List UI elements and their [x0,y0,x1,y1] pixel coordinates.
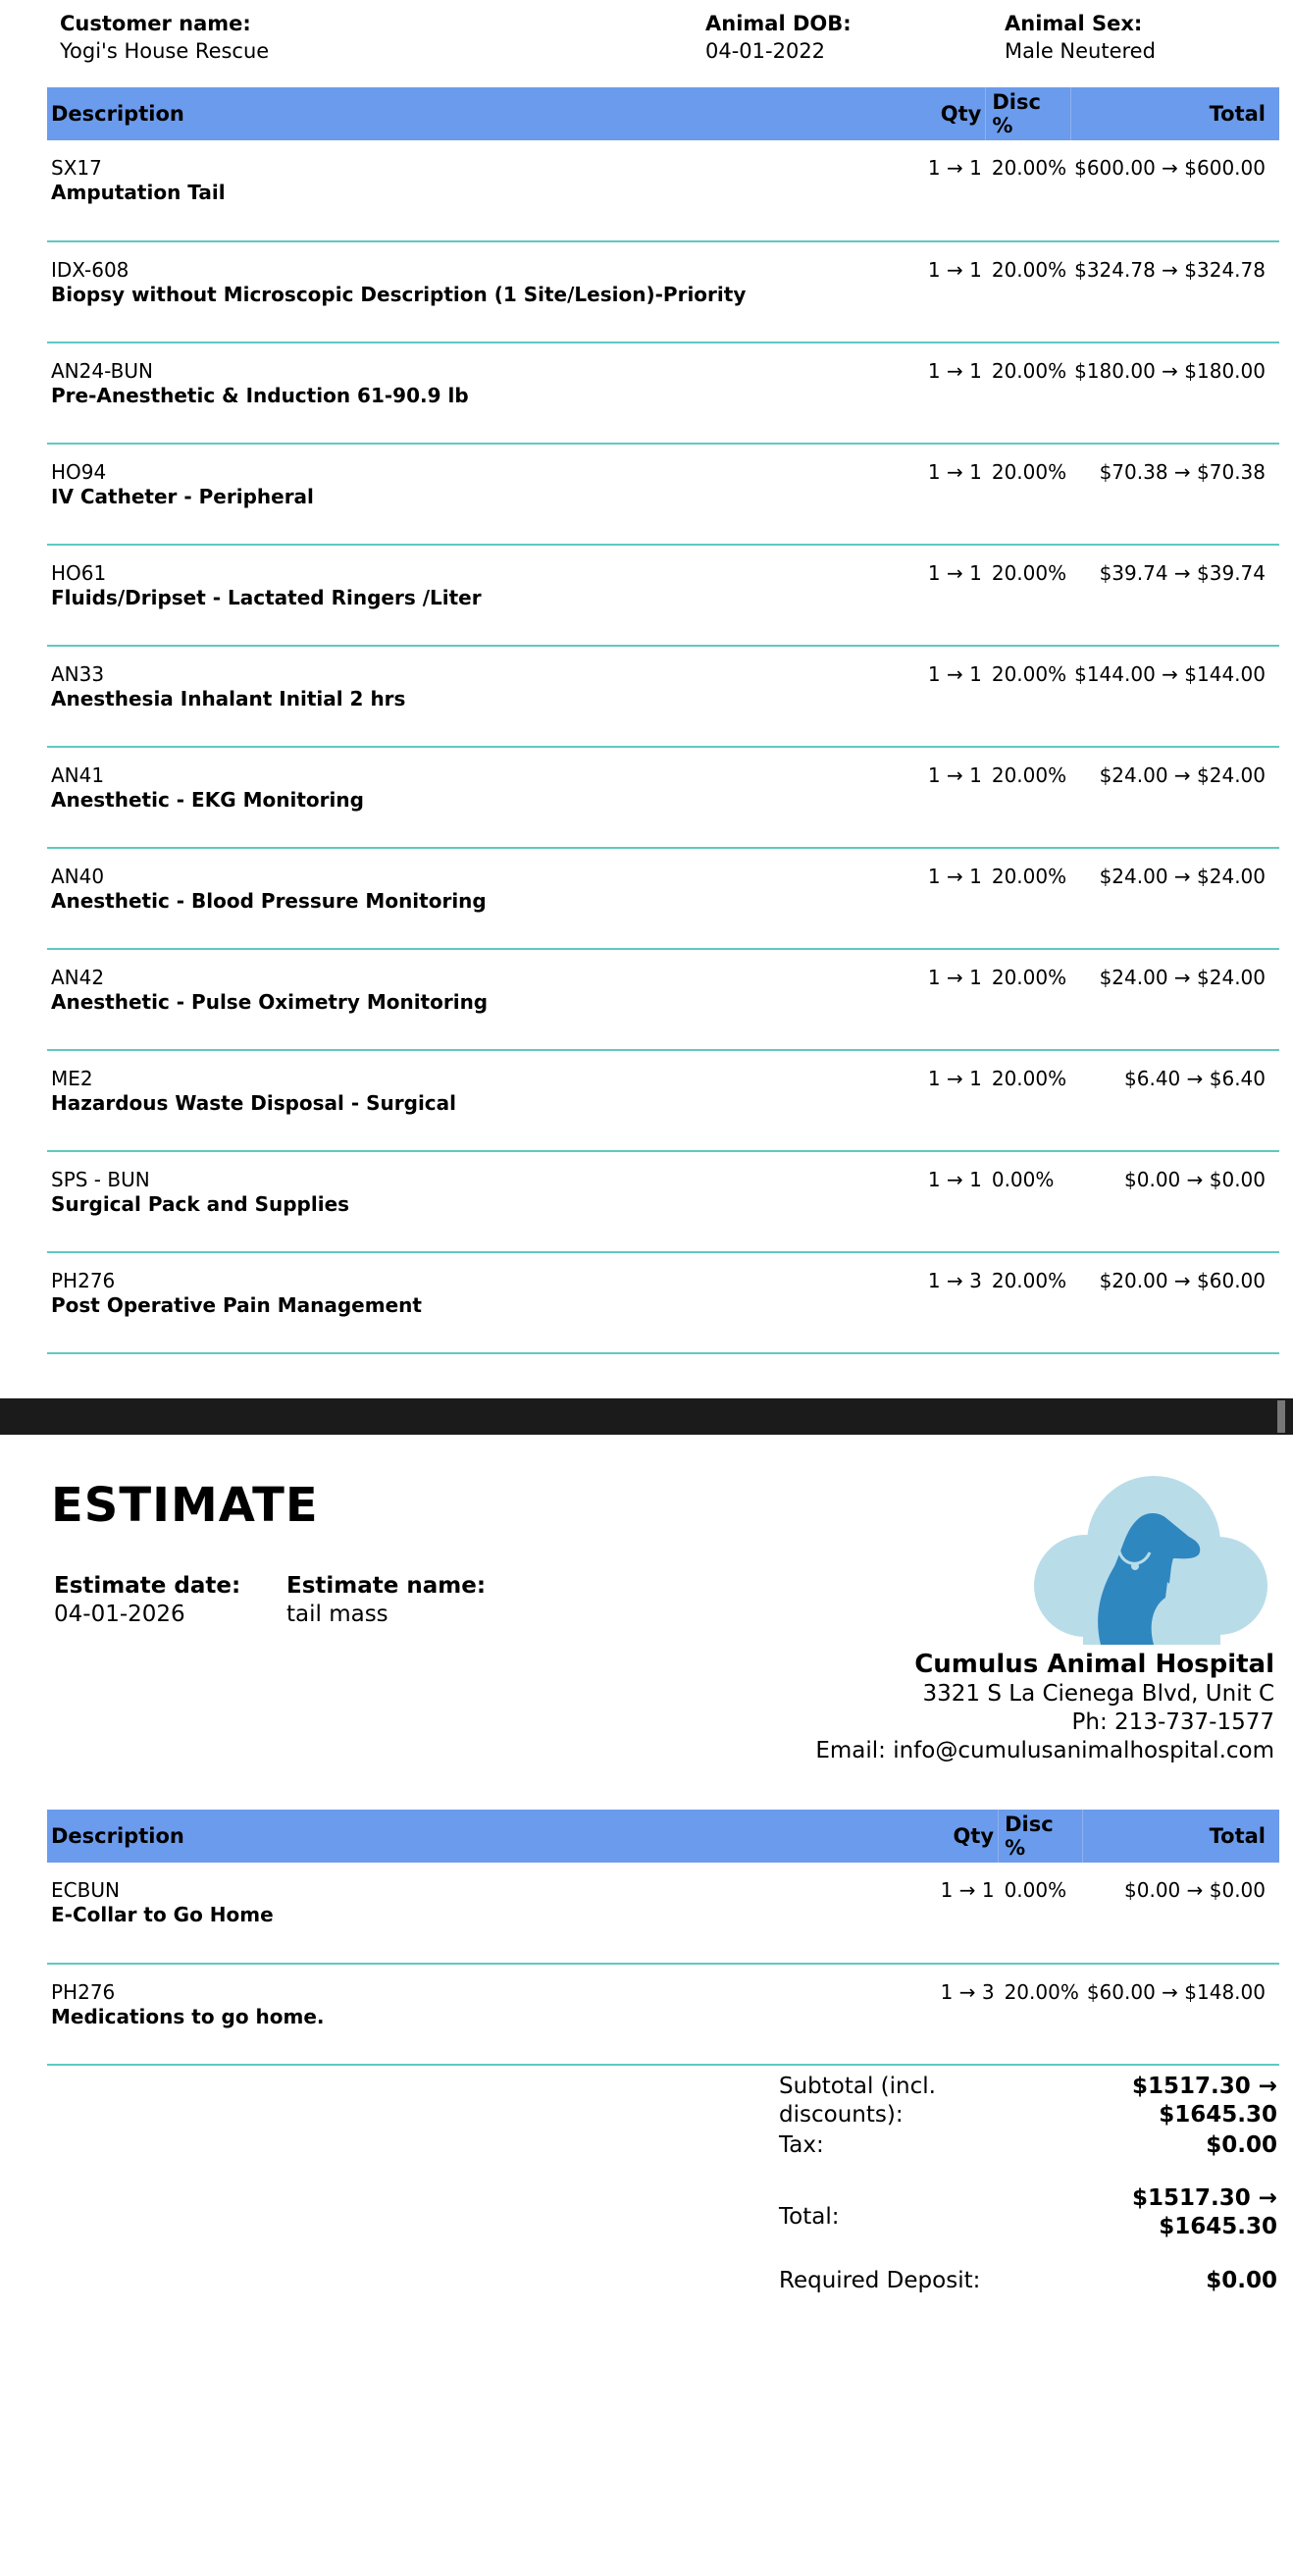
item-total: $0.00 → $0.00 [1070,1151,1279,1252]
animal-sex-label: Animal Sex: [1005,12,1143,35]
item-total: $39.74 → $39.74 [1070,545,1279,646]
item-qty: 1 → 1 [924,646,986,747]
header-total: Total [1070,87,1279,140]
table-row [47,646,1279,747]
table-row [47,140,1279,241]
item-disc: 20.00% [986,342,1070,444]
item-total: $6.40 → $6.40 [1070,1050,1279,1151]
item-qty: 1 → 1 [924,342,986,444]
animal-sex-block [1005,10,1156,65]
item-total: $180.00 → $180.00 [1070,342,1279,444]
item-code: AN24-BUN [51,359,153,383]
item-description-cell [47,646,924,747]
item-qty: 1 → 1 [924,747,986,848]
table-row [47,1252,1279,1353]
table-row [47,1050,1279,1151]
item-qty: 1 → 1 [937,1863,999,1964]
item-code: AN33 [51,662,105,686]
table-row [47,848,1279,949]
total-row [779,2184,1277,2267]
item-total: $60.00 → $148.00 [1083,1964,1279,2065]
item-total: $24.00 → $24.00 [1070,848,1279,949]
item-total: $24.00 → $24.00 [1070,747,1279,848]
hospital-phone: Ph: 213-737-1577 [1071,1709,1274,1735]
table-row [47,949,1279,1050]
line-items-table-page-2 [47,1810,1279,2066]
item-name: Anesthetic - Pulse Oximetry Monitoring [51,990,489,1014]
subtotal-value: $1517.30 → $1645.30 [1131,2074,1277,2128]
animal-dob-value: 04-01-2022 [705,39,826,63]
item-code: PH276 [51,1269,116,1292]
deposit-row [779,2267,1277,2306]
item-description-cell [47,241,924,342]
item-name: Post Operative Pain Management [51,1293,422,1317]
item-name: Medications to go home. [51,2005,325,2028]
item-code: AN42 [51,966,105,989]
line-items-body-page-1 [47,140,1279,1353]
item-name: E-Collar to Go Home [51,1903,274,1926]
item-total: $24.00 → $24.00 [1070,949,1279,1050]
item-disc: 20.00% [986,848,1070,949]
item-disc: 20.00% [986,1252,1070,1353]
item-code: PH276 [51,1980,116,2004]
item-name: IV Catheter - Peripheral [51,485,314,508]
item-disc: 20.00% [986,444,1070,545]
header-description: Description [47,87,924,140]
item-disc: 20.00% [999,1964,1083,2065]
item-total: $600.00 → $600.00 [1070,140,1279,241]
animal-dob-block [705,10,852,65]
item-code: ME2 [51,1067,93,1090]
item-name: Surgical Pack and Supplies [51,1192,350,1216]
item-disc: 0.00% [986,1151,1070,1252]
animal-sex-value: Male Neutered [1005,39,1156,63]
table-row [47,1964,1279,2065]
item-qty: 1 → 1 [924,848,986,949]
item-description-cell [47,747,924,848]
tax-value: $0.00 [1206,2132,1277,2158]
animal-dob-label: Animal DOB: [705,12,852,35]
item-description-cell [47,545,924,646]
item-code: HO94 [51,460,107,484]
estimate-page-2 [0,1435,1293,2576]
item-qty: 1 → 3 [924,1252,986,1353]
estimate-name-block [286,1572,486,1629]
table-row [47,444,1279,545]
deposit-value: $0.00 [1206,2268,1277,2293]
item-disc: 20.00% [986,747,1070,848]
item-disc: 0.00% [999,1863,1083,1964]
tax-label: Tax: [779,2132,824,2158]
estimate-name-value: tail mass [286,1602,388,1627]
item-description-cell [47,848,924,949]
item-description-cell [47,140,924,241]
table-header-row [47,1810,1279,1863]
table-row [47,342,1279,444]
deposit-label: Required Deposit: [779,2268,981,2293]
line-items-table-page-1 [47,87,1279,1354]
item-code: ECBUN [51,1878,120,1902]
item-code: AN41 [51,763,105,787]
cloud-dog-cat-logo-icon [1024,1476,1269,1649]
table-row [47,1151,1279,1252]
item-disc: 20.00% [986,949,1070,1050]
page-break-bar [0,1398,1293,1435]
line-items-body-page-2 [47,1863,1279,2065]
item-name: Anesthesia Inhalant Initial 2 hrs [51,687,406,710]
item-description-cell [47,949,924,1050]
header-description: Description [47,1810,937,1863]
total-label: Total: [779,2204,840,2230]
scrollbar-thumb[interactable] [1277,1400,1285,1433]
item-name: Biopsy without Microscopic Description (1 Site/Lesion)-Priority [51,283,747,306]
item-name: Pre-Anesthetic & Induction 61-90.9 lb [51,384,469,407]
item-disc: 20.00% [986,140,1070,241]
item-code: IDX-608 [51,258,129,282]
table-row [47,545,1279,646]
item-total: $144.00 → $144.00 [1070,646,1279,747]
item-qty: 1 → 1 [924,140,986,241]
total-value: $1517.30 → $1645.30 [1131,2185,1277,2239]
item-name: Anesthetic - EKG Monitoring [51,788,364,812]
table-row [47,747,1279,848]
hospital-address: 3321 S La Cienega Blvd, Unit C [922,1681,1274,1707]
item-code: SPS - BUN [51,1168,150,1191]
item-description-cell [47,1151,924,1252]
table-row [47,1863,1279,1964]
item-total: $20.00 → $60.00 [1070,1252,1279,1353]
item-qty: 1 → 1 [924,949,986,1050]
estimate-date-block [54,1572,240,1629]
customer-name-block [60,10,269,65]
customer-name-value: Yogi's House Rescue [60,39,270,63]
item-total: $0.00 → $0.00 [1083,1863,1279,1964]
item-total: $70.38 → $70.38 [1070,444,1279,545]
item-code: AN40 [51,865,105,888]
header-total: Total [1083,1810,1279,1863]
subtotal-row [779,2073,1277,2128]
estimate-title: ESTIMATE [51,1478,319,1533]
item-disc: 20.00% [986,241,1070,342]
hospital-info [815,1649,1274,1765]
item-description-cell [47,342,924,444]
header-qty: Qty [924,87,986,140]
subtotal-label: Subtotal (incl. discounts): [779,2074,936,2128]
item-name: Anesthetic - Blood Pressure Monitoring [51,889,487,913]
item-name: Amputation Tail [51,181,226,204]
item-code: SX17 [51,156,102,180]
item-qty: 1 → 1 [924,241,986,342]
item-qty: 1 → 1 [924,1151,986,1252]
estimate-name-label: Estimate name: [286,1573,487,1599]
item-description-cell [47,1964,937,2065]
estimate-date-value: 04-01-2026 [54,1602,185,1627]
item-qty: 1 → 1 [924,545,986,646]
totals-summary [779,2073,1277,2306]
item-name: Hazardous Waste Disposal - Surgical [51,1091,457,1115]
item-qty: 1 → 1 [924,1050,986,1151]
item-total: $324.78 → $324.78 [1070,241,1279,342]
table-header-row [47,87,1279,140]
estimate-date-label: Estimate date: [54,1573,241,1599]
tax-row [779,2128,1277,2184]
item-description-cell [47,1252,924,1353]
table-row [47,241,1279,342]
item-name: Fluids/Dripset - Lactated Ringers /Liter [51,586,482,609]
hospital-name: Cumulus Animal Hospital [914,1650,1274,1679]
item-disc: 20.00% [986,545,1070,646]
item-description-cell [47,444,924,545]
item-disc: 20.00% [986,646,1070,747]
header-qty: Qty [937,1810,999,1863]
customer-name-label: Customer name: [60,12,251,35]
item-qty: 1 → 3 [937,1964,999,2065]
item-qty: 1 → 1 [924,444,986,545]
header-disc: Disc % [999,1810,1083,1863]
header-disc: Disc % [986,87,1070,140]
item-description-cell [47,1050,924,1151]
item-disc: 20.00% [986,1050,1070,1151]
hospital-email: Email: info@cumulusanimalhospital.com [815,1738,1274,1763]
item-description-cell [47,1863,937,1964]
item-code: HO61 [51,561,107,585]
